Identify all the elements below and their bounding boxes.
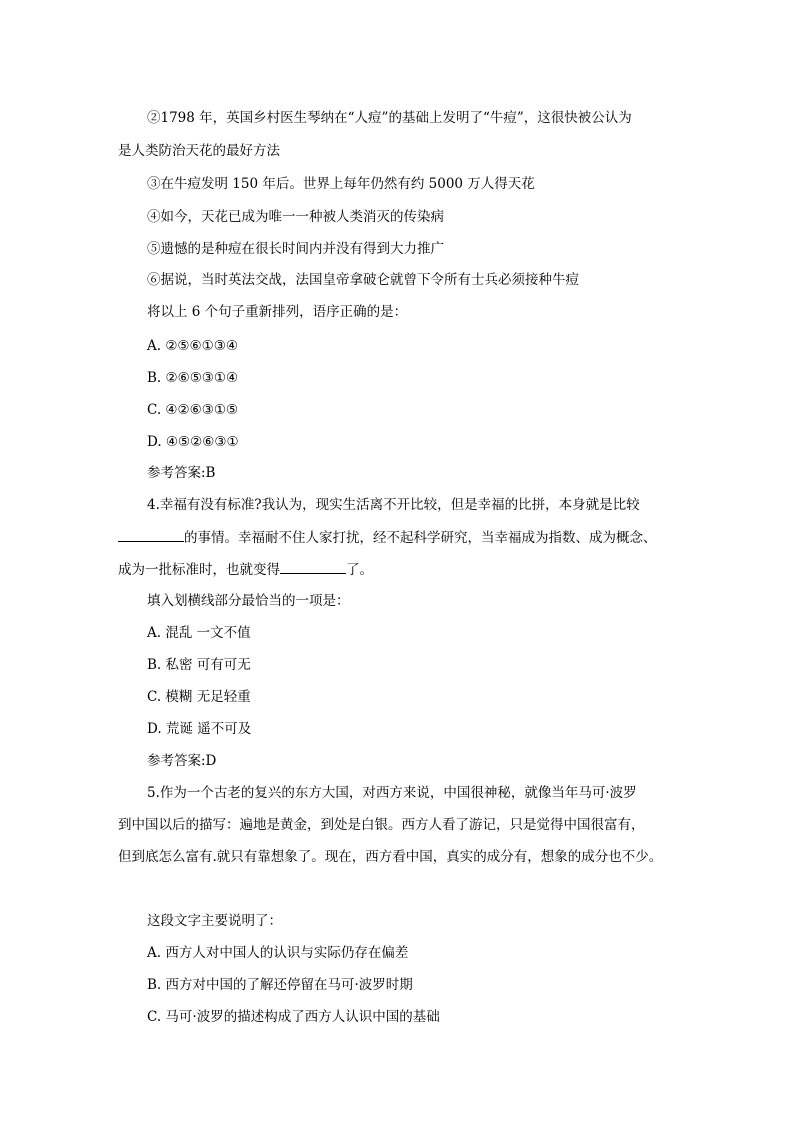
q3-sentence-3: ③在牛痘发明 150 年后。世界上每年仍然有约 5000 万人得天花 [147, 176, 535, 192]
q3-sentence-4: ④如今，天花已成为唯一一种被人类消灭的传染病 [147, 209, 444, 225]
q4-line1: 4.幸福有没有标准?我认为，现实生活离不开比较，但是幸福的比拼，本身就是比较 [147, 497, 640, 513]
answer-blank-2 [280, 559, 346, 574]
q4-line2-text: 的事情。幸福耐不住人家打扰，经不起科学研究，当幸福成为指数、成为概念、 [184, 530, 657, 546]
q3-sentence-5: ⑤遗憾的是种痘在很长时间内并没有得到大力推广 [147, 241, 444, 257]
q4-option-b: B. 私密 可有可无 [147, 657, 251, 673]
q3-sentence-6: ⑥据说，当时英法交战，法国皇帝拿破仑就曾下令所有士兵必须接种牛痘 [147, 272, 579, 288]
q3-answer: 参考答案:B [147, 465, 216, 481]
q4-line3 [118, 559, 373, 580]
q5-line2: 到中国以后的描写：遍地是黄金，到处是白银。西方人看了游记，只是觉得中国很富有， [118, 817, 645, 833]
q3-option-b: B. ②⑥⑤③①④ [147, 370, 239, 386]
q3-sentence-2-line2: 是人类防治天花的最好方法 [118, 143, 280, 159]
q3-option-c: C. ④②⑥③①⑤ [147, 402, 239, 418]
q5-option-c: C. 马可·波罗的描述构成了西方人认识中国的基础 [147, 1009, 440, 1025]
q4-prompt: 填入划横线部分最恰当的一项是： [147, 593, 350, 609]
q5-option-a: A. 西方人对中国人的认识与实际仍存在偏差 [147, 945, 409, 961]
q5-option-b: B. 西方对中国的了解还停留在马可·波罗时期 [147, 977, 413, 993]
q3-option-d: D. ④⑤②⑥③① [147, 434, 239, 450]
q4-line3-text-before: 成为一批标准时，也就变得 [118, 562, 280, 578]
q3-prompt: 将以上 6 个句子重新排列，语序正确的是： [147, 304, 408, 320]
q5-line3: 但到底怎么富有.就只有靠想象了。现在，西方看中国，真实的成分有，想象的成分也不少。 [118, 849, 663, 865]
q3-sentence-2-line1: ②1798 年，英国乡村医生琴纳在“人痘”的基础上发明了“牛痘”，这很快被公认为 [147, 110, 632, 126]
q3-option-a: A. ②⑤⑥①③④ [147, 338, 238, 354]
q4-answer: 参考答案:D [147, 753, 217, 769]
q4-option-a: A. 混乱 一文不值 [147, 625, 251, 641]
q4-option-d: D. 荒诞 遥不可及 [147, 721, 252, 737]
q5-prompt: 这段文字主要说明了： [147, 913, 282, 929]
q4-line3-text-after: 了。 [346, 562, 373, 578]
q4-option-c: C. 模糊 无足轻重 [147, 689, 251, 705]
q4-line2 [118, 527, 657, 548]
answer-blank-1 [118, 527, 184, 542]
q5-line1: 5.作为一个古老的复兴的东方大国，对西方来说，中国很神秘，就像当年马可·波罗 [147, 785, 637, 801]
